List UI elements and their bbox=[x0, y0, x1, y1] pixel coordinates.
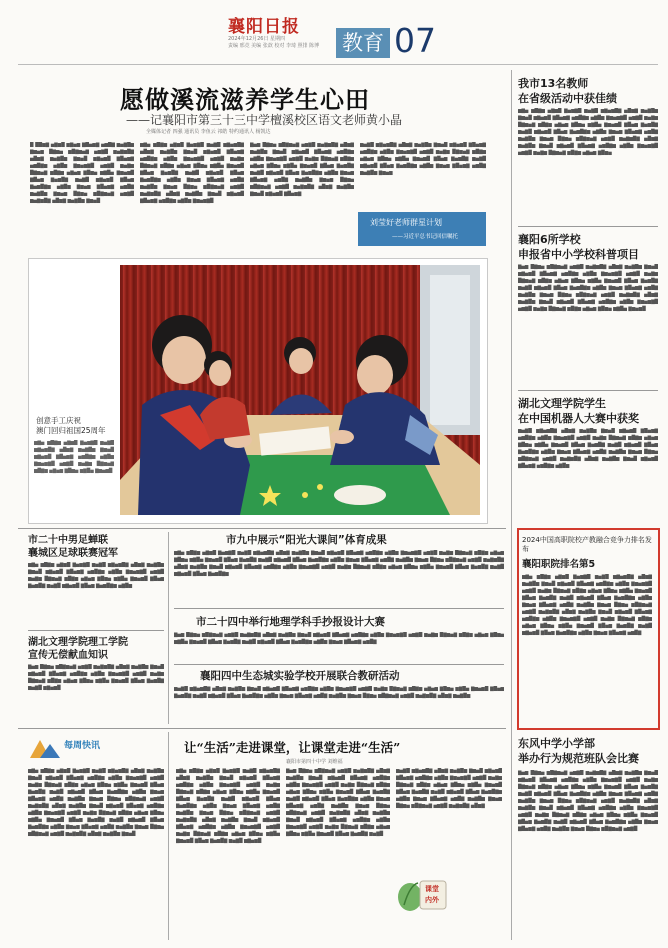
dateline-date: 2024年12月26日 星期四 bbox=[228, 36, 286, 42]
highlight-kicker: 2024中国高职院校产教融合竞争力排名发布 bbox=[522, 536, 652, 553]
middle-story-1-body: ▆▇▅ ▆█▇▆ ▅▇▆█ ▇▅▆▇█ ▆▅▇█ ▆▇▅▆█▇ ▅█▆▇ ▆▅▇█▆ ▇▆▅█ ▆▇▅▆█ ▇█▅▆▇ ▅▆█▇▆ ▅▇█▆ ▇▆▅▆▇█ ▅▆▇█ ▆▅▇▆ █▇▆▅▇ ▆█▇▆ ▅▇▅▆ ▇█▆▅ ▆▇█▅ ▇▆▅▆█ ▇█▅▆ ▇▅▆█▇ ▆▅▇█ ▆▇▅▆█ ▇█▅▆ ▇▅▆█▇▆ ▅▇█▆ ▇▆▅▆ ▇█▅▆▇ ▅▆█▇ ▆▅▇█▆ ▇▆▅▆ █▇▆▅ ▆█▇▆▅▇ ▅▆▇█ ▆▅▇▆█▇ ▅█▆▇ ▆▅▇█▆ ▇▆▅█ ▆▇▅▆█ ▇█▅▆▇ ▅▆█▇▆ ▅▇█▆ ▇▆▅▆▇█ ▅▆▇█ ▆▅▇▆ █▇▆▅▇ ▆█▇▆ ▅▇▅▆ ▇█▆▅ ▆▇█▅ ▇▆▅▆█ ▇█▅▆ ▇▅▆█▇ ▆▅▇█ ▆▇▅▆█ ▇█▅▆ ▇▅▆█▇▆ bbox=[174, 551, 504, 577]
left-story-2-body: ▇▅▆ █▇▆▅ ▆█▇▆▅▇ ▅▆▇█ ▆▅▇▆█▇ ▅█▆▇ ▆▅▇█▆ ▇▆▅█ ▆▇▅▆█ ▇█▅▆▇ ▅▆█▇▆ ▅▇█▆ ▇▆▅▆▇█ ▅▆▇█ ▆▅▇▆ █▇▆▅▇ ▆█▇▆ ▅▇▅▆ ▇█▆▅ ▆▇█▅ ▇▆▅▆█ ▇█▅▆ ▇▅▆█▇ ▆▅▇█ ▆▇▅▆█ bbox=[28, 665, 164, 691]
photo-bottom-divider bbox=[18, 528, 506, 529]
right-rule-1 bbox=[518, 226, 658, 227]
right-column-divider bbox=[511, 70, 512, 940]
middle-rule-1 bbox=[174, 608, 504, 609]
lead-body-col3: ▇▅▆ █▇▆▅ ▆█▇▆▅▇ ▅▆▇█ ▆▅▇▆█▇ ▅█▆▇ ▆▅▇█▆ ▇▆▅█ ▆▇▅▆█ ▇█▅▆▇ ▅▆█▇▆ ▅▇█▆ ▇▆▅▆▇█ ▅▆▇█ ▆▅▇▆ █▇▆▅▇ ▆█▇▆ ▅▇▅▆ ▇█▆▅ ▆▇█▅ ▇▆▅▆█ ▇█▅▆ ▇▅▆█▇ ▆▅▇█ ▆▇▅▆█ ▇█▅▆ ▇▅▆█▇▆ ▅▇█▆ ▇▆▅▆ ▇█▅▆▇ ▅▆█▇ ▆▅▇█▆ ▇▆▅▆ █▇▆▅ ▆█▇▆▅▇ ▅▆▇█ ▆▅▇▆█▇ ▅█▆▇ ▆▅▇█▆ ▇▆▅█ ▆▇▅▆█ ▇█▅▆▇ bbox=[250, 143, 354, 197]
right-story-3-body: ▆▅▇█ ▆▇▅▆█▇ ▅█▆▇ ▆▅▇█▆ ▇▆▅█ ▆▇▅▆█ ▇█▅▆▇ ▅▆█▇▆ ▅▇█▆ ▇▆▅▆▇█ ▅▆▇█ ▆▅▇▆ █▇▆▅▇ ▆█▇▆ ▅▇▅▆ ▇█▆▅ ▆▇█▅ ▇▆▅▆█ ▇█▅▆ ▇▅▆█▇ ▆▅▇█ ▆▇▅▆█ ▇█▅▆ ▇▅▆█▇▆ ▅▇█▆ ▇▆▅▆ ▇█▅▆▇ ▅▆█▇ ▆▅▇█▆ ▇▆▅▆ █▇▆▅ ▆█▇▆▅▇ ▅▆▇█ ▆▅▇▆█▇ ▅█▆▇ ▆▅▇█▆ ▇▆▅█ ▆▇▅▆█ ▇█▅▆▇ ▅▆█▇▆ ▅▇█▆ bbox=[518, 429, 658, 469]
left-story-1-body: ▆▇▅ ▆█▇▆ ▅▇▆█ ▇▅▆▇█ ▆▅▇█ ▆▇▅▆█▇ ▅█▆▇ ▆▅▇█▆ ▇▆▅█ ▆▇▅▆█ ▇█▅▆▇ ▅▆█▇▆ ▅▇█▆ ▇▆▅▆▇█ ▅▆▇█ ▆▅▇▆ █▇▆▅▇ ▆█▇▆ ▅▇▅▆ ▇█▆▅ ▆▇█▅ ▇▆▅▆█ ▇█▅▆ ▇▅▆█▇ ▆▅▇█ ▆▇▅▆█ ▇█▅▆ ▇▅▆█▇▆ ▅▇█▆ bbox=[28, 563, 164, 589]
stamp-label-1: 课堂 bbox=[425, 885, 439, 893]
bottom-left-divider bbox=[168, 732, 169, 940]
right-rule-2 bbox=[518, 390, 658, 391]
right-story-5-headline: 东风中学小学部 举办行为规范班队会比赛 bbox=[518, 737, 639, 765]
highlight-headline: 襄阳职院排名第5 bbox=[522, 559, 596, 570]
photo-caption-body: ▆▇▅ ▆█▇▆ ▅▇▆█ ▇▅▆▇█ ▆▅▇█ ▆▇▅▆█▇ ▅█▆▇ ▆▅▇█▆ ▇▆▅█ ▆▇▅▆█ ▇█▅▆▇ ▅▆█▇▆ ▅▇█▆ ▇▆▅▆▇█ ▅▆▇█ ▆▅▇▆ █▇▆▅▇ ▆█▇▆ ▅▇▅▆ ▇█▆▅ ▆▇█▅ ▇▆▅▆█ bbox=[34, 441, 114, 474]
weekly-briefs-body: ▆▇▅ ▆█▇▆ ▅▇▆█ ▇▅▆▇█ ▆▅▇█ ▆▇▅▆█▇ ▅█▆▇ ▆▅▇█▆ ▇▆▅█ ▆▇▅▆█ ▇█▅▆▇ ▅▆█▇▆ ▅▇█▆ ▇▆▅▆▇█ ▅▆▇█ ▆▅▇▆ █▇▆▅▇ ▆█▇▆ ▅▇▅▆ ▇█▆▅ ▆▇█▅ ▇▆▅▆█ ▇█▅▆ ▇▅▆█▇ ▆▅▇█ ▆▇▅▆█ ▇█▅▆ ▇▅▆█▇▆ ▅▇█▆ ▇▆▅▆ ▇█▅▆▇ ▅▆█▇ ▆▅▇█▆ ▇▆▅▆ █▇▆▅ ▆█▇▆▅▇ ▅▆▇█ ▆▅▇▆█▇ ▅█▆▇ ▆▅▇█▆ ▇▆▅█ ▆▇▅▆█ ▇█▅▆▇ ▅▆█▇▆ ▅▇█▆ ▇▆▅▆▇█ ▅▆▇█ ▆▅▇▆ █▇▆▅▇ ▆█▇▆ ▅▇▅▆ ▇█▆▅ ▆▇█▅ ▇▆▅▆█ ▇█▅▆ ▇▅▆█▇ ▆▅▇█ ▆▇▅▆█ ▇█▅▆ ▇▅▆█▇▆ ▅▇█▆ ▇▆▅▆ ▇█▅▆▇ ▅▆█▇ ▆▅▇█▆ ▇▆▅▆ █▇▆▅ ▆█▇▆▅▇ ▅▆▇█ ▆▅▇▆█▇ ▅█▆▇ ▆▅▇█▆ ▇▆▅█ bbox=[28, 769, 164, 837]
bottom-feature-col1: ▆▇▅ ▆█▇▆ ▅▇▆█ ▇▅▆▇█ ▆▅▇█ ▆▇▅▆█▇ ▅█▆▇ ▆▅▇█▆ ▇▆▅█ ▆▇▅▆█ ▇█▅▆▇ ▅▆█▇▆ ▅▇█▆ ▇▆▅▆▇█ ▅▆▇█ ▆▅▇▆ █▇▆▅▇ ▆█▇▆ ▅▇▅▆ ▇█▆▅ ▆▇█▅ ▇▆▅▆█ ▇█▅▆ ▇▅▆█▇ ▆▅▇█ ▆▇▅▆█ ▇█▅▆ ▇▅▆█▇▆ ▅▇█▆ ▇▆▅▆ ▇█▅▆▇ ▅▆█▇ ▆▅▇█▆ ▇▆▅▆ █▇▆▅ ▆█▇▆▅▇ ▅▆▇█ ▆▅▇▆█▇ ▅█▆▇ ▆▅▇█▆ ▇▆▅█ ▆▇▅▆█ ▇█▅▆▇ ▅▆█▇▆ ▅▇█▆ ▇▆▅▆▇█ ▅▆▇█ ▆▅▇▆ █▇▆▅▇ ▆█▇▆ ▅▇▅▆ ▇█▆▅ ▆▇█▅ ▇▆▅▆█ ▇█▅▆ ▇▅▆█▇ ▆▅▇█ ▆▇▅▆█ bbox=[176, 769, 280, 844]
callout-banner bbox=[358, 212, 486, 246]
photo-caption-line2: 澳门回归祖国25周年 bbox=[36, 426, 106, 435]
middle-story-2-headline: 市二十四中举行地理学科手抄报设计大赛 bbox=[196, 616, 385, 628]
newspaper-logo: 襄阳日报 bbox=[228, 17, 300, 37]
middle-story-3-headline: 襄阳四中生态城实验学校开展联合教研活动 bbox=[200, 670, 400, 682]
lead-body-col1: █ ██▆▇ ▅▇▆█ ▆▇▅▆ ▇█▅▆▇ ▅▆█▇ ▆▅▇█▆ ▇▆▅▆ █▇▆▅ ▆█▇▆▅▇ ▅▆▇█ ▆▅▇▆█▇ ▅█▆▇ ▆▅▇█▆ ▇▆▅█ ▆▇▅▆█ ▇█▅▆▇ ▅▆█▇▆ ▅▇█▆ ▇▆▅▆▇█ ▅▆▇█ ▆▅▇▆ █▇▆▅▇ ▆█▇▆ ▅▇▅▆ ▇█▆▅ ▆▇█▅ ▇▆▅▆█ ▇█▅▆ ▇▅▆█▇ ▆▅▇█ ▆▇▅▆█ ▇█▅▆ ▇▅▆█▇▆ ▅▇█▆ ▇▆▅▆ ▇█▅▆▇ ▅▆█▇ ▆▅▇█▆ ▇▆▅▆ █▇▆▅ ▆█▇▆▅▇ ▅▆▇█ ▆▅▇▆█▇ ▅█▆▇ ▆▅▇█▆ ▇▆▅█ bbox=[30, 143, 134, 204]
classroom-photo-illustration bbox=[120, 265, 480, 515]
lead-byline: 全媒体记者 四强 通讯员 李鱼云 祁皓 特约通讯人 杨凯达 bbox=[146, 129, 271, 135]
dateline-editors: 责编 邢竞 美编 张歆 校对 李琦 照排 陈博 bbox=[228, 43, 320, 49]
bottom-feature-headline: 让“生活”走进课堂，让课堂走进“生活” bbox=[184, 740, 401, 755]
page-number: 07 bbox=[394, 21, 436, 60]
middle-story-3-body: ▆▅▇█ ▆▇▅▆█▇ ▅█▆▇ ▆▅▇█▆ ▇▆▅█ ▆▇▅▆█ ▇█▅▆▇ ▅▆█▇▆ ▅▇█▆ ▇▆▅▆▇█ ▅▆▇█ ▆▅▇▆ █▇▆▅▇ ▆█▇▆ ▅▇▅▆ ▇█▆▅ ▆▇█▅ ▇▆▅▆█ ▇█▅▆ ▇▅▆█▇ ▆▅▇█ ▆▇▅▆█ ▇█▅▆ ▇▅▆█▇▆ ▅▇█▆ ▇▆▅▆ ▇█▅▆▇ ▅▆█▇ ▆▅▇█▆ ▇▆▅▆ █▇▆▅ ▆█▇▆▅▇ ▅▆▇█ ▆▅▇▆█▇ ▅█▆▇ ▆▅▇█▆ bbox=[174, 687, 504, 699]
stamp-label-2: 内外 bbox=[425, 896, 439, 904]
right-story-2-headline: 襄阳6所学校 申报省中小学校科普项目 bbox=[518, 233, 639, 261]
masthead-divider bbox=[18, 64, 658, 65]
right-story-1-headline: 我市13名教师 在省级活动中获佳绩 bbox=[518, 77, 617, 105]
highlight-body: ▆▇▅ ▆█▇▆ ▅▇▆█ ▇▅▆▇█ ▆▅▇█ ▆▇▅▆█▇ ▅█▆▇ ▆▅▇█▆ ▇▆▅█ ▆▇▅▆█ ▇█▅▆▇ ▅▆█▇▆ ▅▇█▆ ▇▆▅▆▇█ ▅▆▇█ ▆▅▇▆ █▇▆▅▇ ▆█▇▆ ▅▇▅▆ ▇█▆▅ ▆▇█▅ ▇▆▅▆█ ▇█▅▆ ▇▅▆█▇ ▆▅▇█ ▆▇▅▆█ ▇█▅▆ ▇▅▆█▇▆ ▅▇█▆ ▇▆▅▆ ▇█▅▆▇ ▅▆█▇ ▆▅▇█▆ ▇▆▅▆ █▇▆▅ ▆█▇▆▅▇ ▅▆▇█ ▆▅▇▆█▇ ▅█▆▇ ▆▅▇█▆ ▇▆▅█ ▆▇▅▆█ ▇█▅▆▇ ▅▆█▇▆ ▅▇█▆ ▇▆▅▆▇█ ▅▆▇█ ▆▅▇▆ █▇▆▅▇ ▆█▇▆ ▅▇▅▆ ▇█▆▅ ▆▇█▅ ▇▆▅▆█ ▇█▅▆ ▇▅▆█▇ ▆▅▇█ ▆▇▅▆█ ▇█▅▆ ▇▅▆█▇▆ ▅▇█▆ ▇▆▅▆ ▇█▅▆▇ ▅▆█▇ bbox=[522, 575, 652, 636]
callout-title: 刘莹好老师群星计划 bbox=[370, 218, 442, 227]
middle-story-2-body: ▇▅▆ █▇▆▅ ▆█▇▆▅▇ ▅▆▇█ ▆▅▇▆█▇ ▅█▆▇ ▆▅▇█▆ ▇▆▅█ ▆▇▅▆█ ▇█▅▆▇ ▅▆█▇▆ ▅▇█▆ ▇▆▅▆▇█ ▅▆▇█ ▆▅▇▆ █▇▆▅▇ ▆█▇▆ ▅▇▅▆ ▇█▆▅ ▆▇█▅ ▇▆▅▆█ ▇█▅▆ ▇▅▆█▇ ▆▅▇█ ▆▇▅▆█ ▇█▅▆ ▇▅▆█▇▆ ▅▇█▆ ▇▆▅▆ ▇█▅▆▇ ▅▆█▇ bbox=[174, 633, 504, 645]
left-story-1-headline: 市二十中男足蝉联 襄城区足球联赛冠军 bbox=[28, 535, 118, 559]
weekly-logo-icon bbox=[28, 736, 62, 760]
lead-body-col4: ▆▅▇█ ▆▇▅▆█▇ ▅█▆▇ ▆▅▇█▆ ▇▆▅█ ▆▇▅▆█ ▇█▅▆▇ ▅▆█▇▆ ▅▇█▆ ▇▆▅▆▇█ ▅▆▇█ ▆▅▇▆ █▇▆▅▇ ▆█▇▆ ▅▇▅▆ ▇█▆▅ ▆▇█▅ ▇▆▅▆█ ▇█▅▆ ▇▅▆█▇ ▆▅▇█ ▆▇▅▆█ ▇█▅▆ ▇▅▆█▇▆ ▅▇█▆ ▇▆▅▆ ▇█▅▆▇ ▅▆█▇ ▆▅▇█▆ ▇▆▅▆ bbox=[360, 143, 486, 176]
weekly-logo-graphic bbox=[28, 736, 62, 760]
classroom-photo bbox=[120, 265, 480, 515]
photo-caption-title bbox=[36, 416, 106, 436]
section-label: 教育 bbox=[342, 31, 384, 55]
stamp-leaf-icon bbox=[396, 875, 448, 913]
column-stamp bbox=[396, 875, 448, 913]
right-story-5-body: ▇▅▆ █▇▆▅ ▆█▇▆▅▇ ▅▆▇█ ▆▅▇▆█▇ ▅█▆▇ ▆▅▇█▆ ▇▆▅█ ▆▇▅▆█ ▇█▅▆▇ ▅▆█▇▆ ▅▇█▆ ▇▆▅▆▇█ ▅▆▇█ ▆▅▇▆ █▇▆▅▇ ▆█▇▆ ▅▇▅▆ ▇█▆▅ ▆▇█▅ ▇▆▅▆█ ▇█▅▆ ▇▅▆█▇ ▆▅▇█ ▆▇▅▆█ ▇█▅▆ ▇▅▆█▇▆ ▅▇█▆ ▇▆▅▆ ▇█▅▆▇ ▅▆█▇ ▆▅▇█▆ ▇▆▅▆ █▇▆▅ ▆█▇▆▅▇ ▅▆▇█ ▆▅▇▆█▇ ▅█▆▇ ▆▅▇█▆ ▇▆▅█ ▆▇▅▆█ ▇█▅▆▇ ▅▆█▇▆ ▅▇█▆ ▇▆▅▆▇█ ▅▆▇█ ▆▅▇▆ █▇▆▅▇ ▆█▇▆ ▅▇▅▆ ▇█▆▅ ▆▇█▅ ▇▆▅▆█ ▇█▅▆ ▇▅▆█▇ ▆▅▇█ ▆▇▅▆█ ▇█▅▆ ▇▅▆█▇▆ ▅▇█▆ ▇▆▅▆ ▇█▅▆▇ ▅▆█▇ ▆▅▇█▆ ▇▆▅▆ █▇▆▅ ▆█▇▆▅▇ ▅▆▇█ bbox=[518, 771, 658, 832]
left-story-2-headline: 湖北文理学院理工学院 宣传无偿献血知识 bbox=[28, 637, 128, 661]
lead-headline: 愿做溪流滋养学生心田 bbox=[120, 85, 370, 114]
right-story-1-body: ▆▇▅ ▆█▇▆ ▅▇▆█ ▇▅▆▇█ ▆▅▇█ ▆▇▅▆█▇ ▅█▆▇ ▆▅▇█▆ ▇▆▅█ ▆▇▅▆█ ▇█▅▆▇ ▅▆█▇▆ ▅▇█▆ ▇▆▅▆▇█ ▅▆▇█ ▆▅▇▆ █▇▆▅▇ ▆█▇▆ ▅▇▅▆ ▇█▆▅ ▆▇█▅ ▇▆▅▆█ ▇█▅▆ ▇▅▆█▇ ▆▅▇█ ▆▇▅▆█ ▇█▅▆ ▇▅▆█▇▆ ▅▇█▆ ▇▆▅▆ ▇█▅▆▇ ▅▆█▇ ▆▅▇█▆ ▇▆▅▆ █▇▆▅ ▆█▇▆▅▇ ▅▆▇█ ▆▅▇▆█▇ ▅█▆▇ ▆▅▇█▆ ▇▆▅█ ▆▇▅▆█ ▇█▅▆▇ ▅▆█▇▆ ▅▇█▆ ▇▆▅▆▇█ ▅▆▇█ ▆▅▇▆ █▇▆▅▇ ▆█▇▆ ▅▇▅▆ ▇█▆▅ bbox=[518, 109, 658, 156]
bottom-section-divider bbox=[18, 728, 506, 729]
lead-body-col2: ▆▇▅ ▆█▇▆ ▅▇▆█ ▇▅▆▇█ ▆▅▇█ ▆▇▅▆█▇ ▅█▆▇ ▆▅▇█▆ ▇▆▅█ ▆▇▅▆█ ▇█▅▆▇ ▅▆█▇▆ ▅▇█▆ ▇▆▅▆▇█ ▅▆▇█ ▆▅▇▆ █▇▆▅▇ ▆█▇▆ ▅▇▅▆ ▇█▆▅ ▆▇█▅ ▇▆▅▆█ ▇█▅▆ ▇▅▆█▇ ▆▅▇█ ▆▇▅▆█ ▇█▅▆ ▇▅▆█▇▆ ▅▇█▆ ▇▆▅▆ ▇█▅▆▇ ▅▆█▇ ▆▅▇█▆ ▇▆▅▆ █▇▆▅ ▆█▇▆▅▇ ▅▆▇█ ▆▅▇▆█▇ ▅█▆▇ ▆▅▇█▆ ▇▆▅█ ▆▇▅▆█ ▇█▅▆▇ ▅▆█▇▆ ▅▇█▆ ▇▆▅▆▇█ bbox=[140, 143, 244, 204]
middle-left-divider bbox=[168, 532, 169, 724]
lead-subheadline: ——记襄阳市第三十三中学檀溪校区语文老师黄小晶 bbox=[126, 113, 403, 127]
middle-story-1-headline: 市九中展示“阳光大课间”体育成果 bbox=[226, 534, 387, 546]
callout-subtitle: ——习近平总书记回信嘱托 bbox=[392, 234, 459, 240]
bottom-feature-col3: ▆▅▇█ ▆▇▅▆█▇ ▅█▆▇ ▆▅▇█▆ ▇▆▅█ ▆▇▅▆█ ▇█▅▆▇ ▅▆█▇▆ ▅▇█▆ ▇▆▅▆▇█ ▅▆▇█ ▆▅▇▆ █▇▆▅▇ ▆█▇▆ ▅▇▅▆ ▇█▆▅ ▆▇█▅ ▇▆▅▆█ ▇█▅▆ ▇▅▆█▇ ▆▅▇█ ▆▇▅▆█ ▇█▅▆ ▇▅▆█▇▆ ▅▇█▆ ▇▆▅▆ ▇█▅▆▇ ▅▆█▇ ▆▅▇█▆ ▇▆▅▆ █▇▆▅ ▆█▇▆▅▇ ▅▆▇█ ▆▅▇▆█▇ ▅█▆▇ bbox=[396, 769, 502, 809]
middle-rule-2 bbox=[174, 664, 504, 665]
bottom-feature-byline: 襄阳市第四十中学 刘维福 bbox=[286, 759, 343, 765]
right-story-3-headline: 湖北文理学院学生 在中国机器人大赛中获奖 bbox=[518, 397, 639, 425]
weekly-briefs-label: 每周快讯 bbox=[64, 741, 101, 751]
left-rule-1 bbox=[28, 630, 164, 631]
bottom-feature-col2: ▇▅▆ █▇▆▅ ▆█▇▆▅▇ ▅▆▇█ ▆▅▇▆█▇ ▅█▆▇ ▆▅▇█▆ ▇▆▅█ ▆▇▅▆█ ▇█▅▆▇ ▅▆█▇▆ ▅▇█▆ ▇▆▅▆▇█ ▅▆▇█ ▆▅▇▆ █▇▆▅▇ ▆█▇▆ ▅▇▅▆ ▇█▆▅ ▆▇█▅ ▇▆▅▆█ ▇█▅▆ ▇▅▆█▇ ▆▅▇█ ▆▇▅▆█ ▇█▅▆ ▇▅▆█▇▆ ▅▇█▆ ▇▆▅▆ ▇█▅▆▇ ▅▆█▇ ▆▅▇█▆ ▇▆▅▆ █▇▆▅ ▆█▇▆▅▇ ▅▆▇█ ▆▅▇▆█▇ ▅█▆▇ ▆▅▇█▆ ▇▆▅█ ▆▇▅▆█ ▇█▅▆▇ ▅▆█▇▆ ▅▇█▆ ▇▆▅▆▇█ ▅▆▇█ ▆▅▇▆ █▇▆▅▇ ▆█▇▆ ▅▇▅▆ ▇█▆▅ ▆▇█▅ ▇▆▅▆█ ▇█▅▆ ▇▅▆█▇ ▆▅▇█ bbox=[286, 769, 390, 837]
photo-caption-line1: 创意手工庆祝 bbox=[36, 416, 81, 425]
dateline bbox=[228, 36, 338, 50]
right-story-2-body: ▇▅▆ █▇▆▅ ▆█▇▆▅▇ ▅▆▇█ ▆▅▇▆█▇ ▅█▆▇ ▆▅▇█▆ ▇▆▅█ ▆▇▅▆█ ▇█▅▆▇ ▅▆█▇▆ ▅▇█▆ ▇▆▅▆▇█ ▅▆▇█ ▆▅▇▆ █▇▆▅▇ ▆█▇▆ ▅▇▅▆ ▇█▆▅ ▆▇█▅ ▇▆▅▆█ ▇█▅▆ ▇▅▆█▇ ▆▅▇█ ▆▇▅▆█ ▇█▅▆ ▇▅▆█▇▆ ▅▇█▆ ▇▆▅▆ ▇█▅▆▇ ▅▆█▇ ▆▅▇█▆ ▇▆▅▆ █▇▆▅ ▆█▇▆▅▇ ▅▆▇█ ▆▅▇▆█▇ ▅█▆▇ ▆▅▇█▆ ▇▆▅█ ▆▇▅▆█ ▇█▅▆▇ ▅▆█▇▆ ▅▇█▆ ▇▆▅▆▇█ ▅▆▇█ ▆▅▇▆ █▇▆▅▇ ▆█▇▆ ▅▇▅▆ ▇█▆▅ ▆▇█▅ ▇▆▅▆█ bbox=[518, 265, 658, 312]
